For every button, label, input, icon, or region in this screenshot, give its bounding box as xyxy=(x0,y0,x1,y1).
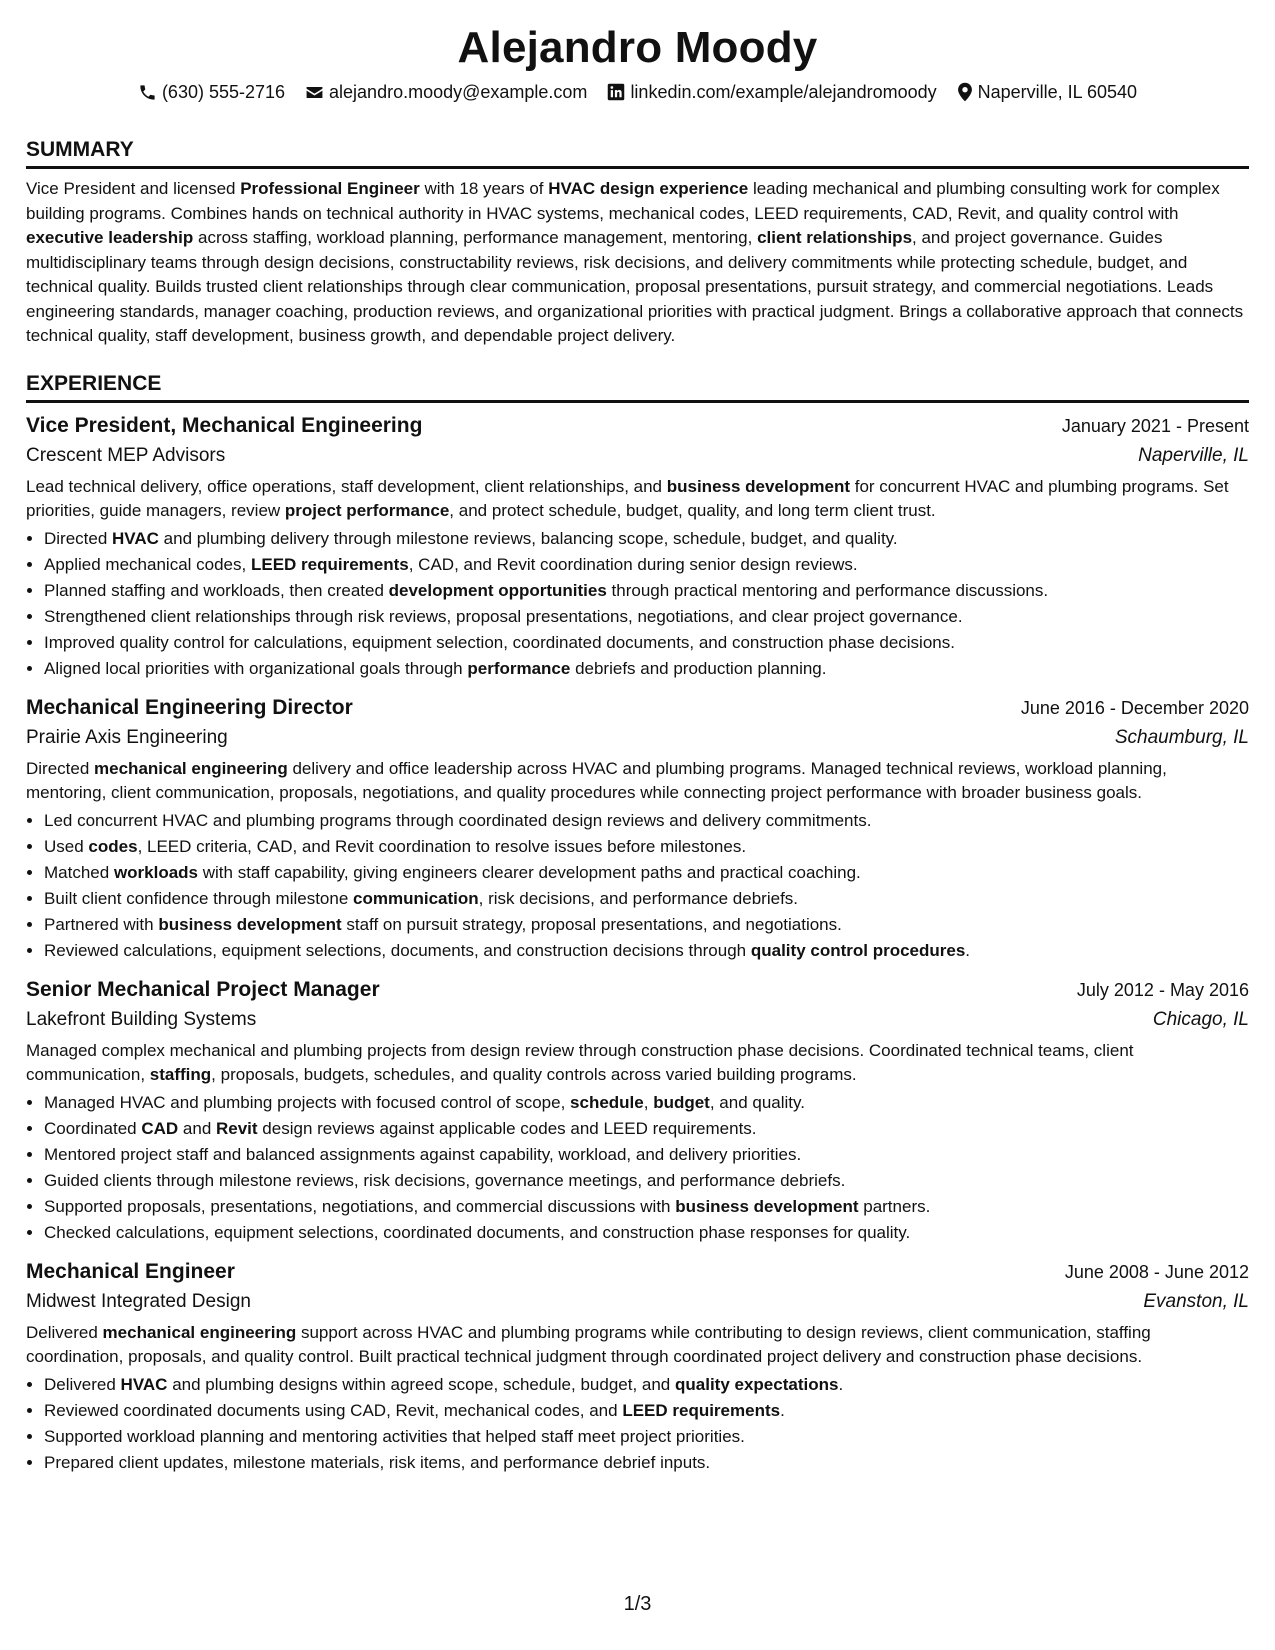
company-name: Midwest Integrated Design xyxy=(26,1290,251,1312)
text-run: Managed HVAC and plumbing projects with focused control of scope, xyxy=(44,1092,571,1112)
text-run: Mentored project staff and balanced assignments against capability, workload, and delivery priorities. xyxy=(44,1144,802,1164)
job-dates: June 2008 - June 2012 xyxy=(1064,1261,1249,1282)
bullet-item xyxy=(44,1194,1249,1220)
bold-text: executive leadership xyxy=(26,228,194,247)
contact-location xyxy=(957,80,1137,104)
text-run: Directed xyxy=(44,528,113,548)
bullet-item xyxy=(44,834,1249,860)
text-run: with staff capability, giving engineers clearer development paths and practical coaching. xyxy=(198,862,861,882)
text-run: . xyxy=(838,1374,844,1394)
job-location: Schaumburg, IL xyxy=(1114,726,1249,748)
text-run: . xyxy=(780,1400,785,1420)
company-name: Crescent MEP Advisors xyxy=(26,444,226,466)
text-run: support across HVAC and plumbing programs while contributing to design reviews, client communication, staffing coordination, proposals, and quality control. Built practical technical judgment through coordinated project delivery and construction phase decisions. xyxy=(26,1322,1151,1366)
job-dates: January 2021 - Present xyxy=(1061,415,1249,436)
job-title: Mechanical Engineering Director xyxy=(26,695,353,719)
bold-text: codes xyxy=(88,836,138,856)
bullet-item xyxy=(44,808,1249,834)
phone-icon xyxy=(138,83,157,102)
location-text: Naperville, IL 60540 xyxy=(977,82,1138,102)
text-run: delivery and office leadership across HVAC and plumbing programs. Managed technical reviews, workload planning, mentoring, client communication, proposals, negotiations, and quality procedures while connecting project performance with broader business goals. xyxy=(26,758,1167,802)
job-entry xyxy=(26,411,1249,682)
bold-text: business development xyxy=(666,476,851,496)
summary-section xyxy=(26,137,1249,349)
text-run: Lead technical delivery, office operations, staff development, client relationships, and xyxy=(26,476,667,496)
bullet-item xyxy=(44,886,1249,912)
bold-text: Professional Engineer xyxy=(240,179,420,198)
text-run: Improved quality control for calculations, equipment selection, coordinated documents, and construction phase decisions. xyxy=(44,632,955,652)
text-run: , proposals, budgets, schedules, and quality controls across varied building programs. xyxy=(211,1065,857,1084)
bold-text: budget xyxy=(653,1092,710,1112)
job-description xyxy=(26,1039,1249,1088)
bold-text: performance xyxy=(467,658,571,678)
text-run: Strengthened client relationships through risk reviews, proposal presentations, negotiations, and clear project governance. xyxy=(44,606,963,626)
text-run: staff on pursuit strategy, proposal presentations, and negotiations. xyxy=(341,914,842,934)
text-run: Coordinated xyxy=(44,1118,142,1138)
experience-section xyxy=(26,371,1249,1476)
bold-text: HVAC xyxy=(120,1374,168,1394)
bold-text: business development xyxy=(675,1196,859,1216)
contact-email[interactable] xyxy=(305,80,587,104)
bullet-item xyxy=(44,1168,1249,1194)
bold-text: HVAC xyxy=(112,528,159,548)
text-run: Built client confidence through milestone xyxy=(44,888,354,908)
bold-text: CAD xyxy=(141,1118,179,1138)
text-run: Led concurrent HVAC and plumbing programs through coordinated design reviews and delivery commitments. xyxy=(44,810,872,830)
text-run: Matched xyxy=(44,862,114,882)
text-run: , CAD, and Revit coordination during senior design reviews. xyxy=(408,554,858,574)
job-location: Naperville, IL xyxy=(1138,444,1249,466)
text-run: Guided clients through milestone reviews, risk decisions, governance meetings, and performance debriefs. xyxy=(44,1170,846,1190)
bold-text: LEED requirements xyxy=(622,1400,781,1420)
bullet-item xyxy=(44,604,1249,630)
text-run: Planned staffing and workloads, then created xyxy=(44,580,389,600)
text-run: Checked calculations, equipment selections, coordinated documents, and construction phase responses for quality. xyxy=(44,1222,911,1242)
bullet-item xyxy=(44,1142,1249,1168)
text-run: for concurrent HVAC and plumbing programs. Set priorities, guide managers, review xyxy=(26,476,1229,520)
map-marker-icon xyxy=(957,82,973,102)
bold-text: mechanical engineering xyxy=(94,758,288,778)
bullet-item xyxy=(44,1398,1249,1424)
text-run: and plumbing designs within agreed scope, schedule, budget, and xyxy=(167,1374,675,1394)
text-run: , and project governance. Guides multidisciplinary teams through design decisions, constructability reviews, risk decisions, and delivery commitments while protecting schedule, budget, and technical quality. Builds trusted client relationships through clear communication, proposal presentations, pursuit strategy, and commercial negotiations. Leads engineering standards, manager coaching, production reviews, and organizational priorities with practical judgment. Brings a collaborative approach that connects technical quality, staff development, business growth, and dependable project delivery. xyxy=(26,228,1244,345)
bold-text: client relationships xyxy=(757,228,913,247)
page-number: 1/3 xyxy=(623,1593,652,1615)
bold-text: mechanical engineering xyxy=(102,1322,297,1342)
company-name: Lakefront Building Systems xyxy=(26,1008,257,1030)
company-name: Prairie Axis Engineering xyxy=(26,726,228,748)
text-run: design reviews against applicable codes and LEED requirements. xyxy=(257,1118,757,1138)
envelope-icon xyxy=(305,83,324,102)
text-run: debriefs and production planning. xyxy=(570,658,827,678)
bold-text: quality control procedures xyxy=(750,940,966,960)
contact-linkedin[interactable] xyxy=(607,80,936,104)
text-run: and xyxy=(178,1118,216,1138)
phone-text: (630) 555-2716 xyxy=(161,82,286,102)
text-run: Reviewed calculations, equipment selections, documents, and construction decisions through xyxy=(44,940,751,960)
bullet-item xyxy=(44,630,1249,656)
bold-text: quality expectations xyxy=(675,1374,839,1394)
job-description xyxy=(26,757,1249,806)
text-run: . xyxy=(965,940,971,960)
text-run: , xyxy=(643,1092,654,1112)
job-bullets xyxy=(26,808,1249,964)
text-run: , and quality. xyxy=(709,1092,805,1112)
text-run: Vice President and licensed xyxy=(26,179,241,198)
job-title: Mechanical Engineer xyxy=(26,1259,235,1283)
job-location: Evanston, IL xyxy=(1143,1290,1249,1312)
bullet-item xyxy=(44,1424,1249,1450)
experience-heading: EXPERIENCE xyxy=(26,371,1249,403)
bullet-item xyxy=(44,938,1249,964)
bullet-item xyxy=(44,912,1249,938)
summary-text xyxy=(26,177,1249,349)
summary-heading: SUMMARY xyxy=(26,137,1249,169)
text-run: Supported proposals, presentations, negotiations, and commercial discussions with xyxy=(44,1196,676,1216)
text-run: Delivered xyxy=(26,1322,103,1342)
text-run: Used xyxy=(44,836,89,856)
resume-page xyxy=(26,22,1249,1476)
text-run: through practical mentoring and performance discussions. xyxy=(606,580,1049,600)
job-title: Vice President, Mechanical Engineering xyxy=(26,413,423,437)
bullet-item xyxy=(44,656,1249,682)
text-run: Aligned local priorities with organizational goals through xyxy=(44,658,468,678)
text-run: , LEED criteria, CAD, and Revit coordination to resolve issues before milestones. xyxy=(137,836,747,856)
job-entry xyxy=(26,975,1249,1246)
text-run: and plumbing delivery through milestone reviews, balancing scope, schedule, budget, and quality. xyxy=(158,528,898,548)
bold-text: Revit xyxy=(216,1118,258,1138)
bullet-item xyxy=(44,860,1249,886)
text-run: , and protect schedule, budget, quality, and long term client trust. xyxy=(449,501,936,520)
text-run: leading mechanical and plumbing consulting work for complex building programs. Combines hands on technical authority in HVAC systems, mechanical codes, LEED requirements, CAD, Revit, and quality control with xyxy=(26,179,1220,223)
contact-phone xyxy=(138,80,285,104)
job-entry xyxy=(26,1257,1249,1476)
bold-text: schedule xyxy=(570,1092,644,1112)
linkedin-icon xyxy=(607,83,625,101)
bullet-item xyxy=(44,1090,1249,1116)
bold-text: staffing xyxy=(149,1065,212,1084)
job-bullets xyxy=(26,1372,1249,1476)
text-run: across staffing, workload planning, performance management, mentoring, xyxy=(193,228,758,247)
text-run: Reviewed coordinated documents using CAD, Revit, mechanical codes, and xyxy=(44,1400,623,1420)
text-run: Delivered xyxy=(44,1374,121,1394)
text-run: partners. xyxy=(858,1196,931,1216)
text-run: Prepared client updates, milestone materials, risk items, and performance debrief inputs. xyxy=(44,1452,711,1472)
text-run: Partnered with xyxy=(44,914,159,934)
bold-text: communication xyxy=(353,888,479,908)
bold-text: project performance xyxy=(284,501,450,520)
email-link[interactable]: alejandro.moody@example.com xyxy=(329,82,588,102)
job-entry xyxy=(26,693,1249,964)
job-description xyxy=(26,1321,1249,1370)
job-location: Chicago, IL xyxy=(1152,1008,1249,1030)
contact-bar xyxy=(26,80,1249,104)
job-dates: June 2016 - December 2020 xyxy=(1020,697,1249,718)
candidate-name: Alejandro Moody xyxy=(457,23,818,72)
bold-text: LEED requirements xyxy=(250,554,409,574)
bold-text: workloads xyxy=(113,862,199,882)
bold-text: business development xyxy=(158,914,342,934)
bullet-item xyxy=(44,1450,1249,1476)
text-run: Supported workload planning and mentoring activities that helped staff meet project priorities. xyxy=(44,1426,745,1446)
text-run: Managed complex mechanical and plumbing projects from design review through construction phase decisions. Coordinated technical teams, client communication, xyxy=(26,1040,1134,1084)
bullet-item xyxy=(44,578,1249,604)
bullet-item xyxy=(44,1220,1249,1246)
text-run: Applied mechanical codes, xyxy=(44,554,251,574)
job-bullets xyxy=(26,1090,1249,1246)
job-description xyxy=(26,475,1249,524)
bullet-item xyxy=(44,1372,1249,1398)
job-title: Senior Mechanical Project Manager xyxy=(26,977,380,1001)
bullet-item xyxy=(44,526,1249,552)
job-bullets xyxy=(26,526,1249,682)
bullet-item xyxy=(44,552,1249,578)
bullet-item xyxy=(44,1116,1249,1142)
text-run: , risk decisions, and performance debriefs. xyxy=(478,888,799,908)
job-dates: July 2012 - May 2016 xyxy=(1076,979,1249,1000)
bold-text: HVAC design experience xyxy=(548,179,749,198)
text-run: with 18 years of xyxy=(419,179,549,198)
text-run: Directed xyxy=(26,758,95,778)
linkedin-link[interactable]: linkedin.com/example/alejandromoody xyxy=(630,82,937,102)
bold-text: development opportunities xyxy=(388,580,607,600)
